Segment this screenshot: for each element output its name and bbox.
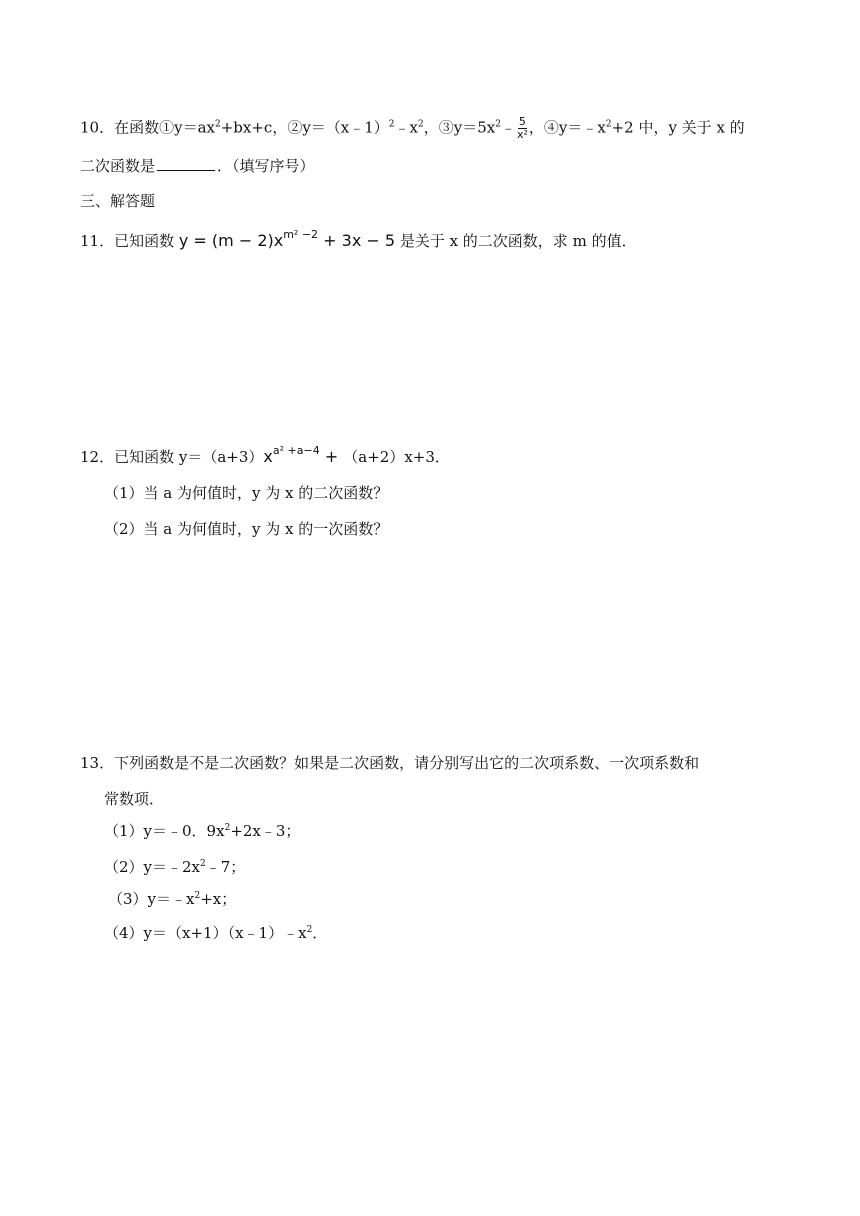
q10-text-d: ，③y＝5x <box>423 118 496 137</box>
q10-text-a: 在函数①y＝ax <box>114 118 215 137</box>
q11-line <box>80 230 637 252</box>
q11-math-exponent: m² −2 <box>283 228 319 241</box>
q12-math-exponent: a² +a−4 <box>272 444 320 457</box>
q10-sup-1: 2 <box>214 119 221 130</box>
q11-math-a: y = (m − 2)x <box>178 231 284 250</box>
q13-item-1-b: +2x﹣3； <box>230 822 301 840</box>
q10-line2-text-b: ．（填写序号） <box>217 157 315 175</box>
q13-item-4-a: （4）y＝（x+1）（x﹣1）﹣x <box>104 924 307 942</box>
q12-sub-2: （2）当 a 为何值时，y 为 x 的一次函数？ <box>104 520 389 538</box>
q10-line-2 <box>80 154 315 177</box>
q13-item-2-b: ﹣7； <box>205 858 246 876</box>
q12-number: 12． <box>80 448 115 466</box>
q12-suffix: （a+2）x+3． <box>343 448 450 466</box>
q10-text-f: ，④y＝﹣x <box>528 118 606 137</box>
q10-sup-4: 2 <box>495 119 501 130</box>
q11-math-b: + 3x − 5 <box>318 231 396 250</box>
q10-sup-5: 2 <box>605 119 612 130</box>
q13-item-2 <box>104 856 245 878</box>
q13-item-3-sup: 2 <box>194 891 201 901</box>
q11-suffix: 是关于 x 的二次函数，求 m 的值． <box>395 232 637 250</box>
q10-sup-3: 2 <box>418 119 424 130</box>
q13-text: 下列函数是不是二次函数？如果是二次函数，请分别写出它的二次项系数、一次项系数和 <box>114 754 700 772</box>
q13-line-1 <box>80 752 699 774</box>
q12-sub-1: （1）当 a 为何值时，y 为 x 的二次函数？ <box>104 484 389 502</box>
q12-math-x: x <box>263 447 273 466</box>
q11-number: 11． <box>80 232 115 250</box>
q12-prefix: 已知函数 y＝（a+3） <box>114 448 264 466</box>
q10-number: 10． <box>80 118 115 137</box>
section-heading: 三、解答题 <box>80 192 156 210</box>
q13-item-3 <box>108 888 236 910</box>
q10-text-e: ﹣ <box>500 118 516 137</box>
q13-item-4 <box>104 922 327 944</box>
q13-item-1-sup: 2 <box>224 823 231 833</box>
q13-number: 13． <box>80 754 115 772</box>
q13-item-3-a: （3）y＝﹣x <box>108 890 195 908</box>
q10-line2-text-a: 二次函数是 <box>80 157 156 175</box>
q13-item-4-sup: 2 <box>306 925 313 935</box>
q10-answer-blank[interactable] <box>157 154 215 171</box>
q12-math-plus: + <box>319 447 344 466</box>
q13-line-2: 常数项． <box>104 790 165 808</box>
q11-prefix: 已知函数 <box>114 232 179 250</box>
q12-line <box>80 446 450 468</box>
q10-frac-numerator: 5 <box>518 115 526 128</box>
q13-item-1 <box>104 820 300 842</box>
q13-item-4-b: ． <box>312 924 328 942</box>
q13-item-3-b: +x； <box>200 890 237 908</box>
q10-frac-denominator: x² <box>516 128 528 141</box>
q13-item-2-a: （2）y＝﹣2x <box>104 858 201 876</box>
q10-line-1 <box>80 116 745 141</box>
q10-text-b: +bx+c，②y＝（x﹣1） <box>220 118 389 137</box>
q10-fraction <box>517 116 528 141</box>
q10-sup-2: 2 <box>388 119 395 130</box>
q10-text-c: ﹣x <box>394 118 418 137</box>
q10-text-g: +2 中，y 关于 x 的 <box>611 118 745 137</box>
q13-item-1-a: （1）y＝﹣0．9x <box>104 822 225 840</box>
q13-item-2-sup: 2 <box>200 859 206 869</box>
